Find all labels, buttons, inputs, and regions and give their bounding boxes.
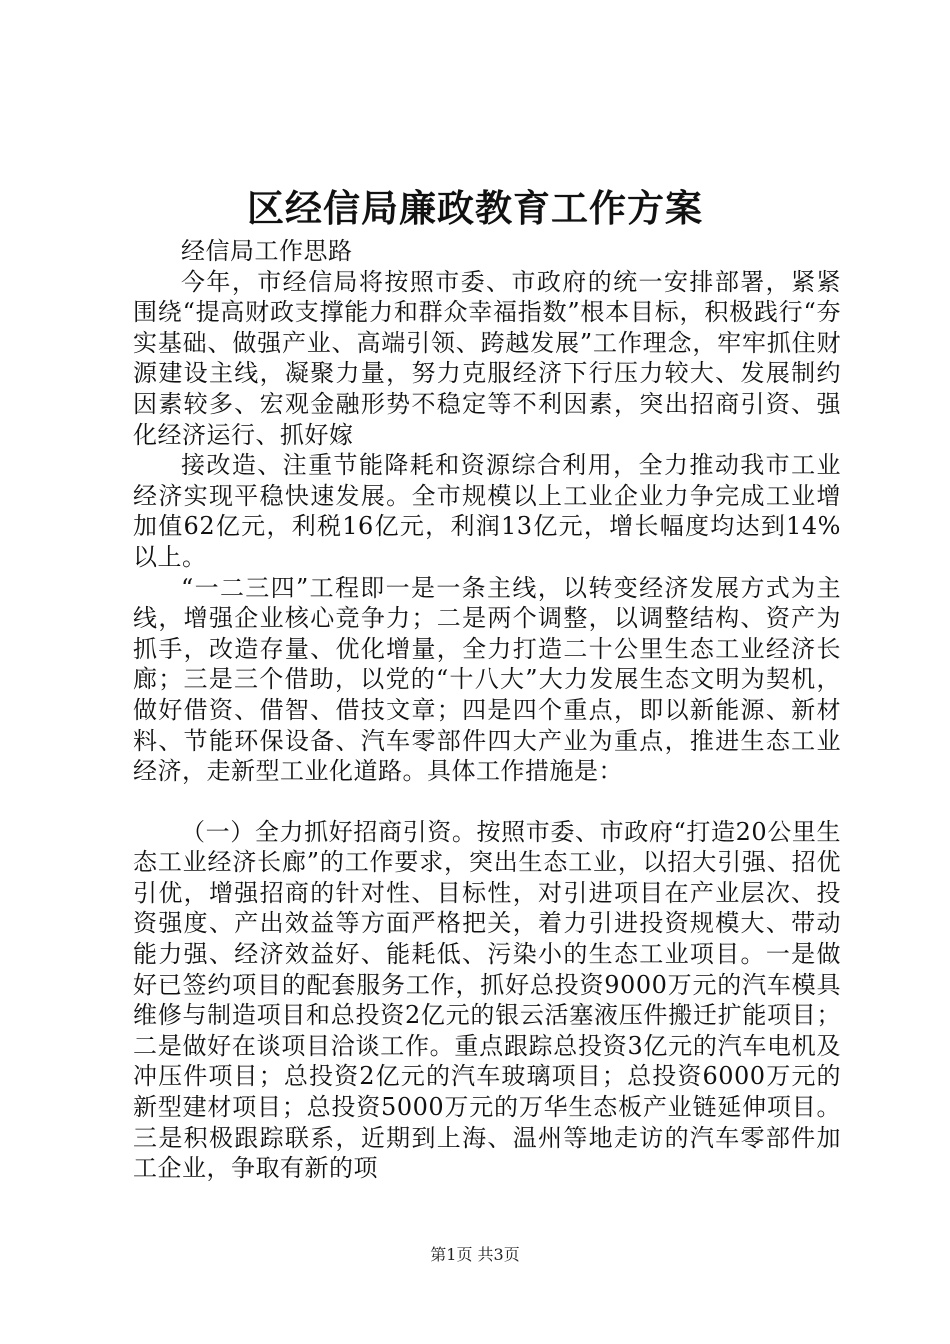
paragraph-measure-1: （一）全力抓好招商引资。按照市委、市政府“打造20公里生态工业经济长廊”的工作要求，突出生态工业，以招大引强、招优引优，增强招商的针对性、目标性，对引进项目在产业层次、投资强度、产出效益等方面严格把关，着力引进投资规模大、带动能力强、经济效益好、能耗低、污染小的生态工业项目。一是做好已签约项目的配套服务工作，抓好总投资9000万元的汽车模具维修与制造项目和总投资2亿元的银云活塞液压件搬迁扩能项目；二是做好在谈项目洽谈工作。重点跟踪总投资3亿元的汽车电机及冲压件项目；总投资2亿元的汽车玻璃项目；总投资6000万元的新型建材项目；总投资5000万元的万华生态板产业链延伸项目。三是积极跟踪联系，近期到上海、温州等地走访的汽车零部件加工企业，争取有新的项: [133, 817, 841, 1183]
document-title: 区经信局廉政教育工作方案: [247, 186, 703, 230]
paragraph-targets: 接改造、注重节能降耗和资源综合利用，全力推动我市工业经济实现平稳快速发展。全市规模以上工业企业力争完成工业增加值62亿元，利税16亿元，利润13亿元，增长幅度均达到14%以上。: [133, 451, 841, 571]
document-body: [133, 236, 841, 1184]
paragraph-subheading: 经信局工作思路: [181, 237, 353, 265]
paragraph-intro: 今年，市经信局将按照市委、市政府的统一安排部署，紧紧围绕“提高财政支撑能力和群众幸福指数”根本目标，积极践行“夯实基础、做强产业、高端引领、跨越发展”工作理念，牢牢抓住财源建设主线，凝聚力量，努力克服经济下行压力较大、发展制约因素较多、宏观金融形势不稳定等不利因素，突出招商引资、强化经济运行、抓好嫁: [133, 267, 841, 449]
paragraph-project: “一二三四”工程即一是一条主线，以转变经济发展方式为主线，增强企业核心竞争力；二是两个调整，以调整结构、资产为抓手，改造存量、优化增量，全力打造二十公里生态工业经济长廊；三是三个借助，以党的“十八大”大力发展生态文明为契机，做好借资、借智、借技文章；四是四个重点，即以新能源、新材料、节能环保设备、汽车零部件四大产业为重点，推进生态工业经济，走新型工业化道路。具体工作措施是：: [133, 573, 841, 786]
page-footer: 第1页 共3页: [430, 1245, 520, 1264]
